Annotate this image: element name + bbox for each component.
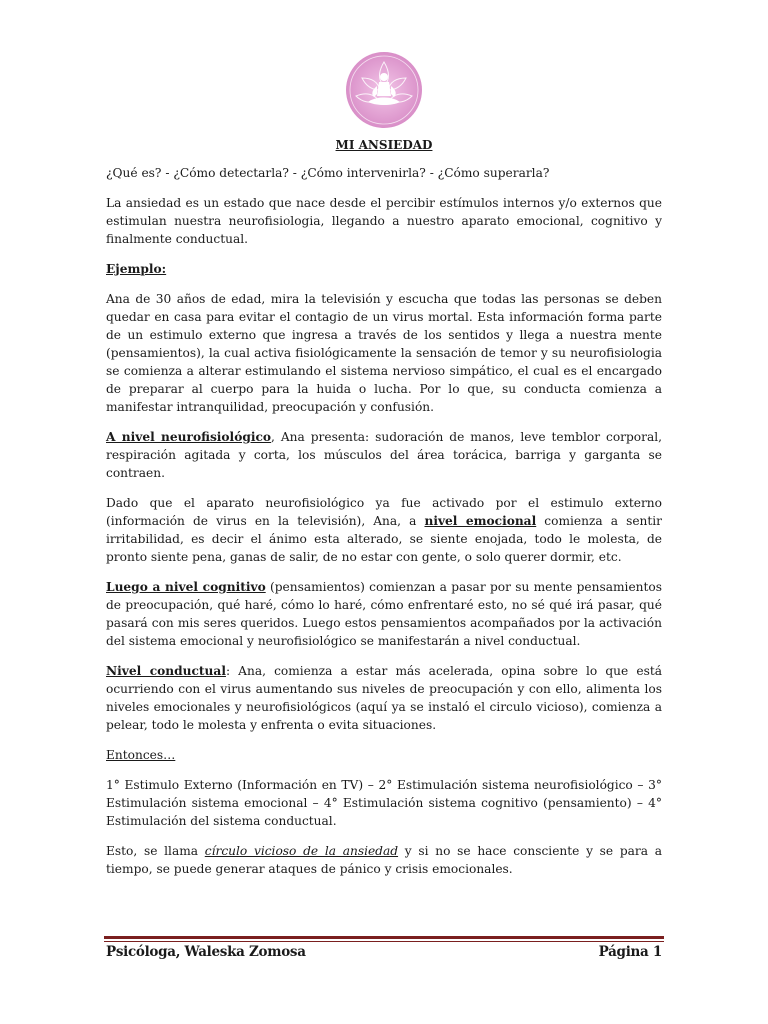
questions-line: ¿Qué es? - ¿Cómo detectarla? - ¿Cómo intervenirla? - ¿Cómo superarla?	[106, 166, 550, 180]
example-heading	[106, 260, 662, 278]
neuro-label: A nivel neurofisiológico	[106, 430, 272, 444]
emo-label: nivel emocional	[424, 514, 537, 528]
closing-term: círculo vicioso de la ansiedad	[204, 844, 399, 858]
document-title: MI ANSIEDAD	[335, 138, 433, 152]
cond-text: : Ana, comienza a estar más acelerada, opina sobre lo que está ocurriendo con el virus aumentando sus niveles de preocupación y con ello, alimenta los niveles emocionales y neurofisiológicos (aquí ya se instaló el circulo vicioso), comienza a pelear, todo le molesta y enfrenta o evita situaciones.	[106, 664, 662, 732]
entonces-line	[106, 746, 662, 764]
example-heading-text: Ejemplo:	[106, 262, 167, 276]
document-body	[106, 134, 662, 890]
emo-after: comienza a sentir irritabilidad, es decir el ánimo esta alterado, se siente enojada, todo le molesta, de pronto siente pena, ganas de salir, de no estar con gente, o solo querer dormir, etc.	[106, 514, 663, 564]
cond-label: Nivel conductual	[106, 664, 226, 678]
entonces-text: Entonces…	[106, 748, 176, 762]
intro-paragraph: La ansiedad es un estado que nace desde el percibir estímulos internos y/o externos que estimulan nuestra neurofisiologia, llegando a nuestro aparato emocional, cognitivo y finalmente conductual.	[106, 196, 662, 246]
conductual-paragraph	[106, 662, 662, 734]
footer-page-number: Página 1	[598, 944, 662, 960]
closing-paragraph	[106, 842, 662, 878]
cog-text: (pensamientos) comienzan a pasar por su mente pensamientos de preocupación, qué haré, cómo lo haré, cómo enfrentaré esto, no sé qué irá pasar, qué pasará con mis seres queridos. Luego estos pensamientos acompañados por la activación del sistema emocional y neurofisiológico se manifestarán a nivel conductual.	[106, 580, 662, 648]
example-paragraph: Ana de 30 años de edad, mira la televisión y escucha que todas las personas se deben quedar en casa para evitar el contagio de un virus mortal. Esta información forma parte de un estimulo externo que ingresa a través de los sentidos y llega a nuestra mente (pensamientos), la cual activa fisiológicamente la sensación de temor y su neurofisiologia se comienza a alterar estimulando el sistema nervioso simpático, el cual es el encargado de preparar al cuerpo para la huida o lucha. Por lo que, su conducta comienza a manifestar intranquilidad, preocupación y confusión.	[106, 292, 662, 414]
closing-before: Esto, se llama	[106, 844, 205, 858]
emotional-paragraph	[106, 494, 662, 566]
footer-author: Psicóloga, Waleska Zomosa	[106, 944, 306, 960]
closing-after: y si no se hace consciente y se para a tiempo, se puede generar ataques de pánico y crisis emocionales.	[106, 844, 663, 876]
neuro-text: , Ana presenta: sudoración de manos, leve temblor corporal, respiración agitada y corta, los músculos del área torácica, barriga y garganta se contraen.	[106, 430, 662, 480]
page-footer	[106, 944, 662, 960]
emo-before: Dado que el aparato neurofisiológico ya fue activado por el estimulo externo (información de virus en la televisión), Ana, a	[106, 496, 662, 528]
sequence-paragraph: 1° Estimulo Externo (Información en TV) – 2° Estimulación sistema neurofisiológico – 3° Estimulación sistema emocional – 4° Estimulación sistema cognitivo (pensamiento) – 4° Estimulación del sistema conductual.	[106, 778, 662, 828]
cog-label: Luego a nivel cognitivo	[106, 580, 266, 594]
meditation-lotus-icon	[344, 50, 424, 130]
footer-divider	[104, 936, 664, 942]
neuro-paragraph	[106, 428, 662, 482]
cognitive-paragraph	[106, 578, 662, 650]
